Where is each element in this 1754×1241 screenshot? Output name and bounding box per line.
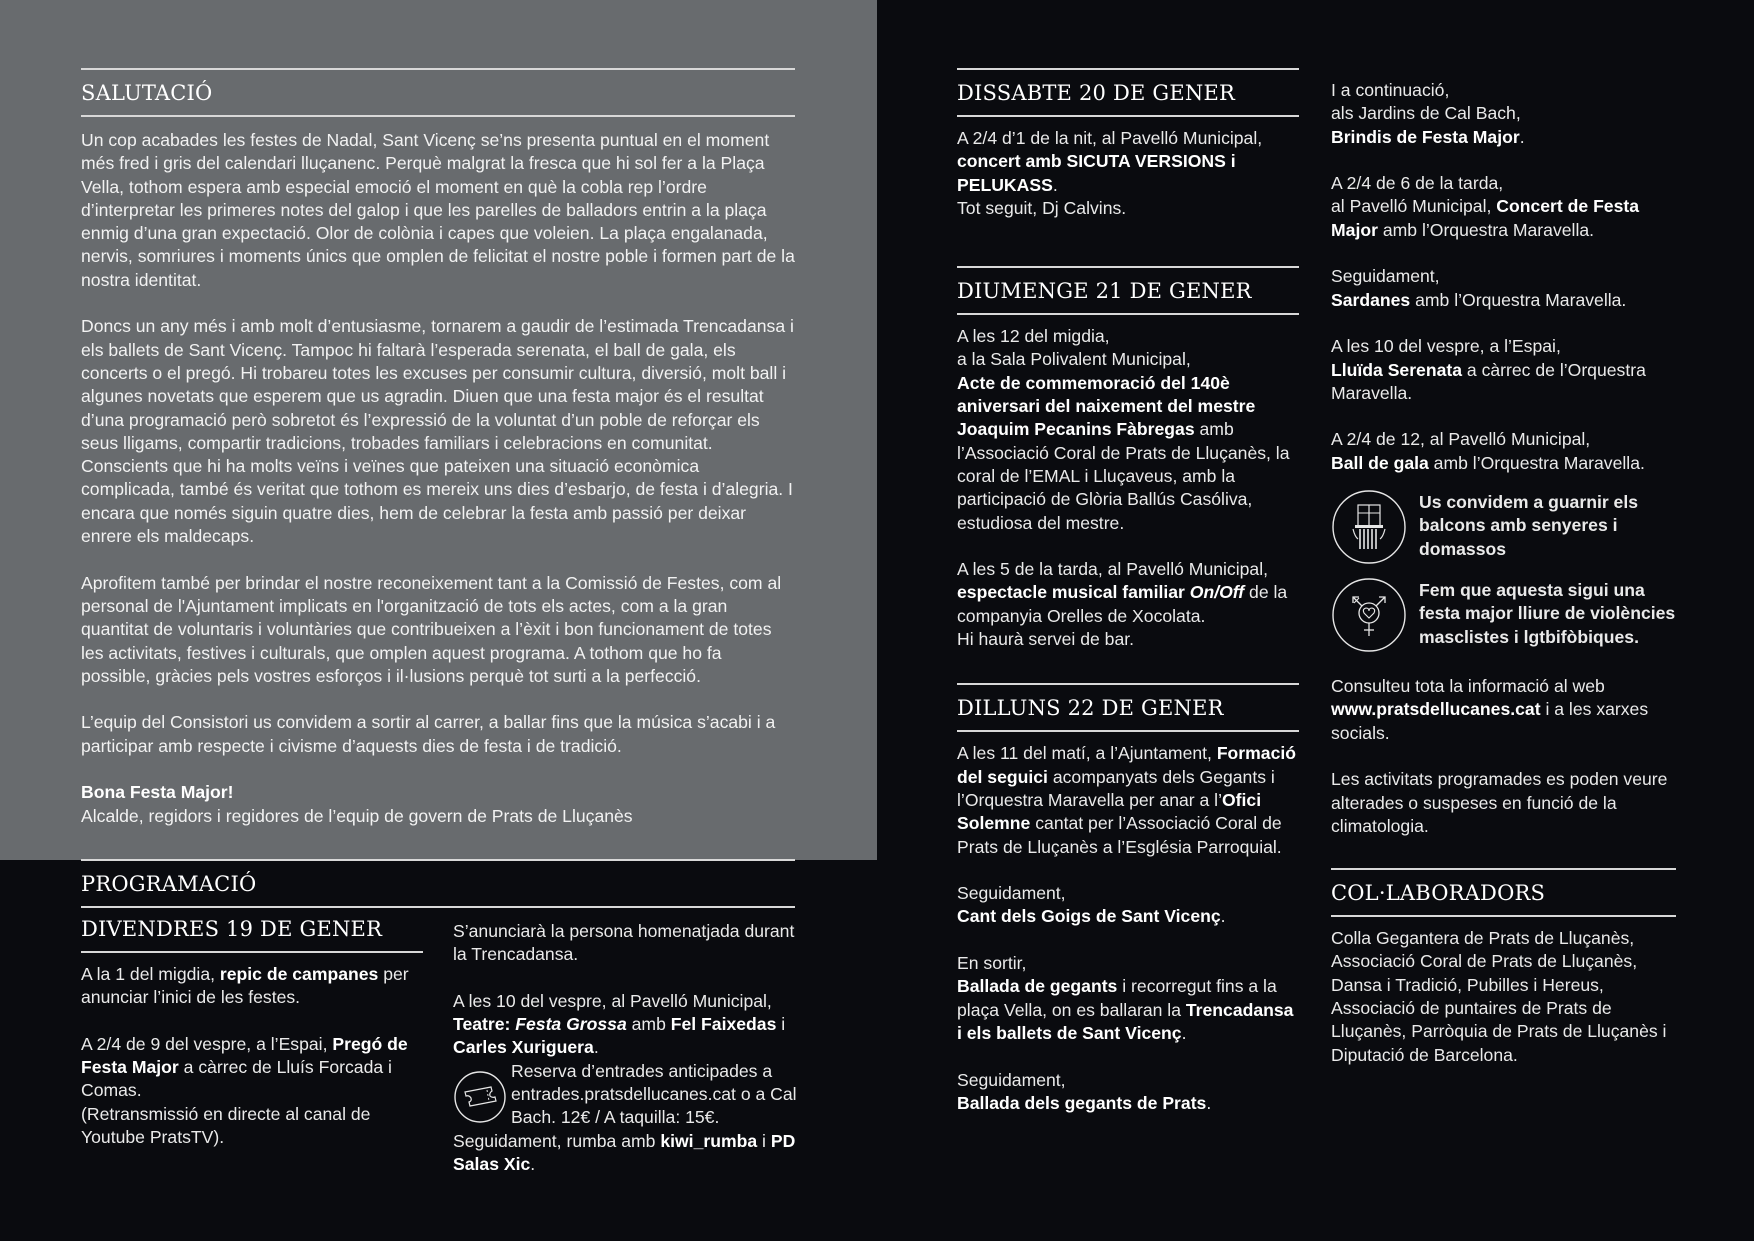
programacio-section: [81, 859, 795, 908]
event: A les 12 del migdia, a la Sala Polivalent Municipal, Acte de commemoració del 140è aniversari del naixement del mestre Joaquim Pecanins Fàbregas amb l’Associació Coral de Prats de Lluçanès, la coral de l’EMAL i Lluçaveus, amb la participació de Glòria Ballús Casóliva, estudiosa del mestre.: [957, 326, 1290, 533]
ticket-text: Reserva d’entrades anticipades a entrades.pratsdellucanes.cat o a Cal Bach. 12€ / A taquilla: 15€.: [511, 1060, 797, 1128]
notice-text: Fem que aquesta sigui una festa major lliure de violències masclistes i lgtbifòbiques.: [1419, 580, 1676, 647]
weather-notice: Les activitats programades es poden veure alterades o suspeses en funció de la climatologia.: [1331, 769, 1668, 836]
divider: [957, 313, 1299, 315]
closing-greeting: Bona Festa Major!: [81, 782, 234, 803]
divider: [81, 115, 795, 117]
salutacio-paragraph: Un cop acabades les festes de Nadal, Sant Vicenç se’ns presenta puntual en el moment més fred i gris del calendari lluçanenc. Perquè malgrat la fresca que hi sol fer a la Plaça Vella, tothom espera amb especial emoció el moment en què la cobla rep l’ordre d’interpretar les primeres notes del galop i que les parelles de balladors entrin a la plaça enmig d’una gran expectació. Olor de colònia i capes que voleien. La plaça engalanada, nervis, somriures i moments únics que omplen de felicitat el nostre poble i formen part de la nostra identitat.: [81, 130, 795, 290]
salutacio-paragraph: Doncs un any més i amb molt d’entusiasme, tornarem a gaudir de l’estimada Trencadansa i els ballets de Sant Vicenç. Tampoc hi faltarà l’esperada serenata, el ball de gala, els concerts o el pregó. Hi trobareu totes les excuses per consumir cultura, diversió, molt ball i algunes novetats que esperem que us agradin. Diuen que una festa major és el resultat d’una programació però sobretot és l’expressió de la voluntat d’un poble de reforçar els seus lligams, compartir tradicions, trobades familiars i celebracions en comunitat. Conscients que hi ha molts veïns i veïnes que pateixen una situació econòmica complicada, també és veritat que tothom es mereix uns dies d’esbarjo, de festa i d’alegria. I encara que només siguin quatre dies, hem de celebrar la festa amb passió per deixar enrere els maldecaps.: [81, 316, 794, 547]
day-title: DIUMENGE 21 DE GENER: [957, 279, 1252, 304]
day-divendres: [81, 908, 423, 1173]
event: A 2/4 de 9 del vespre, a l’Espai, Pregó de Festa Major a càrrec de Lluís Forcada i Comas. (Retransmissió en directe al canal de Youtube PratsTV).: [81, 1033, 408, 1148]
right-column-1: [957, 68, 1299, 1115]
ticket-icon: [453, 1070, 507, 1124]
divider: [957, 115, 1299, 117]
event: A les 11 del matí, a l’Ajuntament, Formació del seguici acompanyats dels Gegants i l’Orquestra Maravella per anar a l’Ofici Solemne cantat per l’Associació Coral de Prats de Lluçanès a l’Església Parroquial.: [957, 743, 1297, 857]
day-title: DISSABTE 20 DE GENER: [957, 81, 1236, 105]
event: Seguidament, Sardanes amb l’Orquestra Maravella.: [1331, 266, 1627, 310]
balcony-icon: [1331, 489, 1407, 565]
event: Seguidament, rumba amb kiwi_rumba i PD Salas Xic.: [453, 1130, 796, 1174]
day-divendres-continued: [453, 920, 798, 1176]
event: Seguidament, Ballada dels gegants de Prats.: [957, 1069, 1212, 1113]
salutacio-title: SALUTACIÓ: [81, 81, 213, 105]
right-column-2: [1331, 79, 1676, 1090]
divider: [1331, 915, 1676, 917]
gender-heart-icon: [1331, 577, 1407, 653]
website-link[interactable]: www.pratsdellucanes.cat: [1331, 699, 1541, 720]
salutacio-paragraph: Aprofitem també per brindar el nostre reconeixement tant a la Comissió de Festes, com al personal de l'Ajuntament implicats en l'organització de tots els actes, com a la gran quantitat de voluntaris i voluntàries que contribueixen a l’èxit i bon funcionament de totes les activitats, festives i culturals, que omplen aquest programa. A tothom que ho fa possible, gràcies pels vostres esforços i il·lusions perquè tot surti a la perfecció.: [81, 572, 782, 686]
notice-text: Us convidem a guarnir els balcons amb senyeres i domassos: [1419, 492, 1639, 559]
collaboradors-title: COL·LABORADORS: [1331, 881, 1546, 906]
event: I a continuació, als Jardins de Cal Bach, Brindis de Festa Major.: [1331, 80, 1525, 147]
event: A 2/4 de 6 de la tarda, al Pavelló Municipal, Concert de Festa Major amb l’Orquestra Maravella.: [1331, 173, 1640, 240]
info-web: Consulteu tota la informació al web www.pratsdellucanes.cat i a les xarxes socials.: [1331, 676, 1649, 743]
collaboradors-list: Colla Gegantera de Prats de Lluçanès, Associació Coral de Prats de Lluçanès, Dansa i Tradició, Pubilles i Hereus, Associació de puntaires de Prats de Lluçanès, Parròquia de Prats de Lluçanès i Diputació de Barcelona.: [1331, 928, 1667, 1065]
salutacio-paragraph: L’equip del Consistori us convidem a sortir al carrer, a ballar fins que la música s’acabi i a participar amb respecte i civisme d’aquests dies de festa i de tradició.: [81, 712, 776, 756]
programacio-title: PROGRAMACIÓ: [81, 872, 257, 896]
signature: Alcalde, regidors i regidores de l’equip de govern de Prats de Lluçanès: [81, 805, 633, 826]
event: S’anunciarà la persona homenatjada durant la Trencadansa.: [453, 921, 795, 965]
day-title: DILLUNS 22 DE GENER: [957, 696, 1224, 721]
divider: [81, 951, 423, 953]
notice-balcony: [1331, 489, 1676, 565]
ticket-info: [453, 1060, 798, 1130]
salutacio-body: [81, 129, 795, 828]
event: A 2/4 de 12, al Pavelló Municipal, Ball de gala amb l’Orquestra Maravella.: [1331, 429, 1645, 473]
event: A les 5 de la tarda, al Pavelló Municipal, espectacle musical familiar On/Off de la companyia Orelles de Xocolata. Hi haurà servei de bar.: [957, 559, 1288, 650]
event: A la 1 del migdia, repic de campanes per anunciar l’inici de les festes.: [81, 964, 409, 1008]
event: A les 10 del vespre, a l’Espai, Lluïda Serenata a càrrec de l’Orquestra Maravella.: [1331, 336, 1646, 403]
divider: [957, 730, 1299, 732]
event: A 2/4 d’1 de la nit, al Pavelló Municipal, concert amb SICUTA VERSIONS i PELUKASS. Tot seguit, Dj Calvins.: [957, 128, 1263, 218]
event: A les 10 del vespre, al Pavelló Municipal, Teatre: Festa Grossa amb Fel Faixedas i Carles Xuriguera.: [453, 990, 786, 1058]
day-title: DIVENDRES 19 DE GENER: [81, 917, 383, 941]
event: En sortir, Ballada de gegants i recorregut fins a la plaça Vella, on es ballaran la Trencadansa i els ballets de Sant Vicenç.: [957, 953, 1294, 1043]
salutacio-section: [81, 68, 795, 828]
notice-equality: [1331, 577, 1676, 653]
event: Seguidament, Cant dels Goigs de Sant Vicenç.: [957, 883, 1226, 927]
